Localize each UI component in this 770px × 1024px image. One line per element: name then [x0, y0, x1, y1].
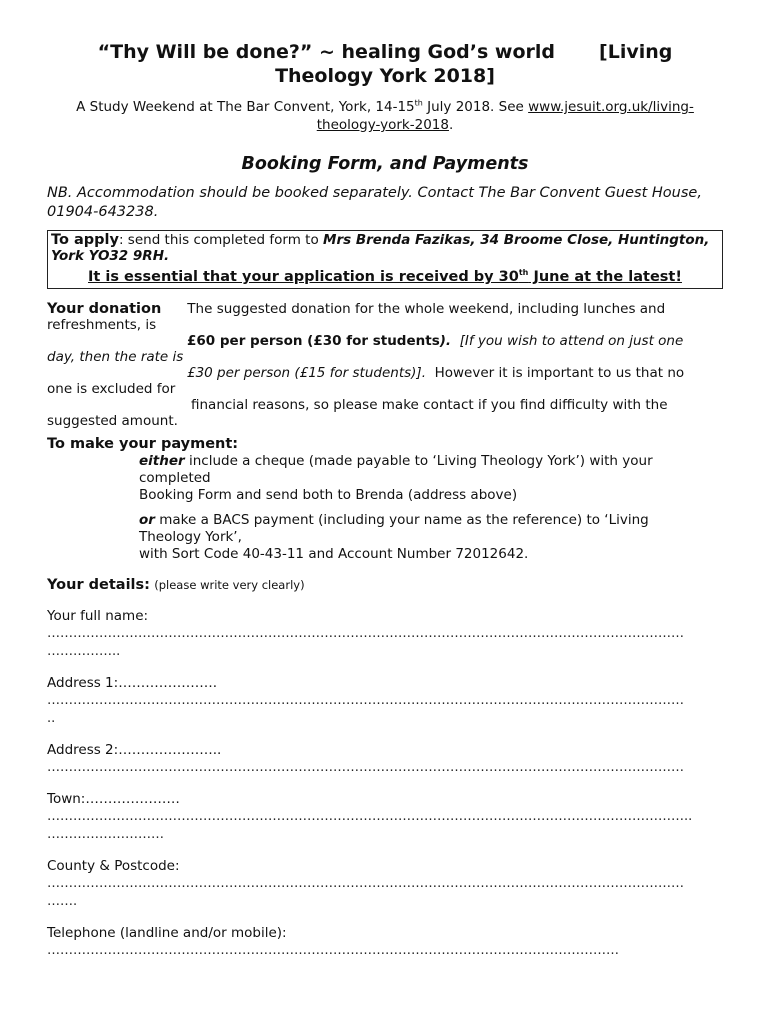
address2-field[interactable]: [47, 741, 723, 777]
payment-heading: To make your payment:: [47, 436, 239, 452]
subtitle-sup: th: [414, 98, 423, 108]
or-text2: Theology York’,: [139, 529, 242, 545]
donation-line6: one is excluded for: [47, 381, 176, 397]
apply-label: To apply: [51, 232, 119, 248]
county-postcode-line-2[interactable]: …….: [47, 894, 78, 909]
title-part1: “Thy Will be done?” ~ healing God’s world: [97, 41, 556, 63]
donation-line5: However it is important to us that no: [434, 365, 685, 381]
title-line2: Theology York 2018]: [275, 65, 495, 87]
full-name-label: Your full name:: [47, 608, 149, 624]
full-name-line[interactable]: …………………………………………………………………………………………………………………………………: [47, 626, 684, 641]
full-name-field[interactable]: [47, 607, 723, 661]
telephone-line[interactable]: ……………………………………………………………………………………………………………………: [47, 943, 619, 958]
payment-bacs-option: [139, 512, 723, 563]
telephone-label: Telephone (landline and/or mobile):: [47, 925, 287, 941]
payment-cheque-option: [139, 453, 723, 504]
either-text1: include a cheque (made payable to ‘Living Theology York’) with your: [184, 453, 653, 469]
details-note: (please write very clearly): [154, 578, 305, 592]
deadline-text: It is essential that your application is received by 30: [88, 269, 519, 285]
apply-address: Mrs Brenda Fazikas, 34 Broome Close, Huntington, York YO32 9RH.: [51, 232, 710, 264]
apply-box: [47, 230, 723, 289]
subtitle-text: A Study Weekend at The Bar Convent, York, 14-15: [76, 99, 415, 115]
booking-form-page: [47, 40, 723, 960]
donation-line7: financial reasons, so please make contact if you find difficulty with the: [191, 397, 668, 413]
address1-label: Address 1:………………….: [47, 675, 217, 691]
either-text3: Booking Form and send both to Brenda (address above): [139, 487, 518, 503]
town-field[interactable]: [47, 790, 723, 844]
donation-day-rate: £30 per person (£15 for students)].: [187, 365, 426, 381]
deadline-notice: [51, 268, 719, 286]
document-title: [47, 40, 723, 88]
or-text1: make a BACS payment (including your name as the reference) to ‘Living: [154, 512, 649, 528]
deadline-post: June at the latest!: [528, 269, 682, 285]
apply-text: : send this completed form to: [118, 232, 324, 248]
subtitle-end: .: [448, 117, 454, 133]
town-line-2[interactable]: ………………………: [47, 827, 164, 842]
donation-one-day: [If you wish to attend on just one: [459, 333, 684, 349]
telephone-field[interactable]: [47, 924, 723, 960]
details-label: Your details:: [47, 577, 150, 593]
title-part2: [Living: [599, 41, 673, 63]
deadline-sup: th: [518, 268, 529, 278]
county-postcode-line[interactable]: …………………………………………………………………………………………………………………………………: [47, 876, 684, 891]
details-heading: [47, 576, 723, 594]
town-label: Town:…………………: [47, 791, 180, 807]
address2-line[interactable]: …………………………………………………………………………………………………………………………………: [47, 760, 684, 775]
donation-line4: day, then the rate is: [47, 349, 184, 365]
apply-instructions: [51, 232, 719, 264]
address2-label: Address 2:…………………..: [47, 742, 222, 758]
donation-amount: £60 per person (£30 for students: [187, 333, 440, 349]
event-subtitle: [47, 98, 723, 134]
donation-line1: The suggested donation for the whole weekend, including lunches and: [187, 301, 666, 317]
subtitle-mid: July 2018. See: [422, 99, 529, 115]
town-line[interactable]: …………………………………………………………………………………………………………………………………..: [47, 809, 693, 824]
event-link-line2: theology-york-2018: [316, 117, 449, 133]
county-postcode-field[interactable]: [47, 857, 723, 911]
or-word: or: [139, 512, 155, 528]
donation-label: Your donation: [47, 301, 162, 317]
full-name-line-2[interactable]: ……………..: [47, 644, 121, 659]
event-link-line1: www.jesuit.org.uk/living-: [528, 99, 694, 115]
county-postcode-label: County & Postcode:: [47, 858, 180, 874]
donation-line2: refreshments, is: [47, 317, 157, 333]
address1-line[interactable]: …………………………………………………………………………………………………………………………………: [47, 693, 684, 708]
address1-field[interactable]: [47, 674, 723, 728]
or-text3: with Sort Code 40-43-11 and Account Number 72012642.: [139, 546, 529, 562]
accommodation-note: NB. Accommodation should be booked separately. Contact The Bar Convent Guest House, 01904-643238.: [47, 185, 702, 220]
form-heading: Booking Form, and Payments: [241, 154, 529, 174]
donation-amount-end: ).: [439, 333, 452, 349]
either-word: either: [139, 453, 185, 469]
address1-line-2[interactable]: ..: [47, 711, 56, 726]
payment-options: [139, 453, 723, 563]
donation-line8: suggested amount.: [47, 413, 178, 429]
either-text2: completed: [139, 470, 211, 486]
donation-section: [47, 301, 723, 429]
